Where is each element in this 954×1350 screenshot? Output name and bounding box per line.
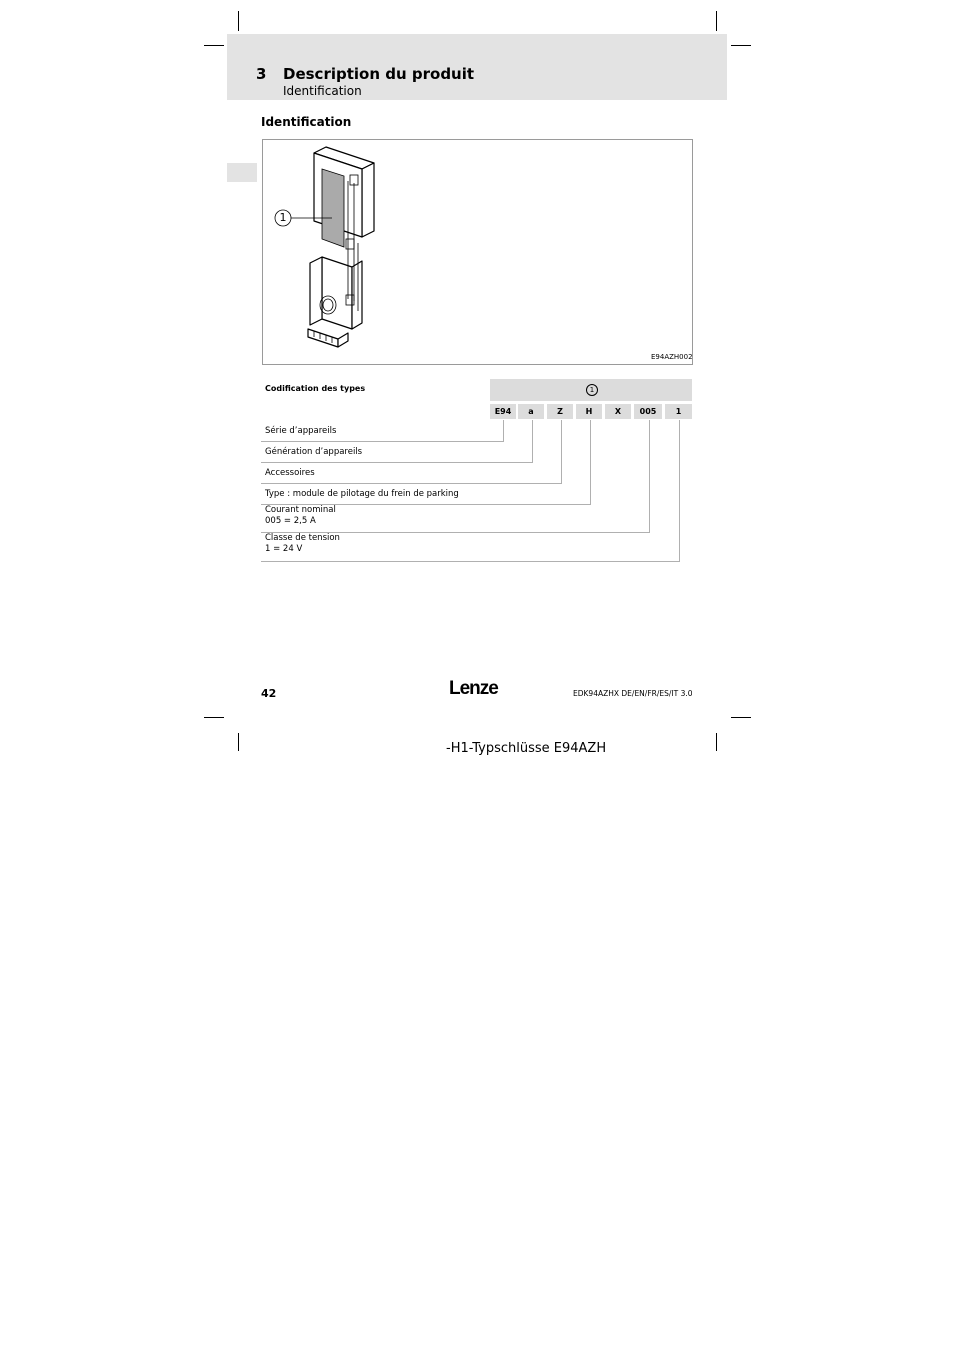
code-segment-x: X <box>605 404 631 419</box>
section-title: Identification <box>261 115 352 129</box>
header-marker-circled-one: 1 <box>586 384 598 396</box>
device-illustration <box>262 139 693 365</box>
row-label-series: Série d’appareils <box>265 426 337 436</box>
row-label-voltage-class-line1: Classe de tension <box>265 533 340 543</box>
row-label-rated-current-line2: 005 = 2,5 A <box>265 516 316 526</box>
type-code-title: Codification des types <box>265 384 366 393</box>
label-plate <box>322 169 344 247</box>
figure-callout-number: 1 <box>279 211 287 224</box>
crop-mark-bottom-left-h <box>204 717 224 718</box>
connector-line <box>561 420 562 483</box>
row-label-rated-current-line1: Courant nominal <box>265 505 336 515</box>
row-underline <box>261 561 680 562</box>
chapter-title: Description du produit <box>283 65 475 83</box>
code-segment-005: 005 <box>634 404 662 419</box>
row-label-voltage-class-line2: 1 = 24 V <box>265 544 303 554</box>
connector-line <box>503 420 504 441</box>
crop-mark-bottom-right-h <box>731 717 751 718</box>
crop-mark-top-right-v <box>716 11 717 31</box>
crop-mark-bottom-left-v <box>238 733 239 751</box>
crop-mark-top-left-v <box>238 11 239 31</box>
code-segment-e94: E94 <box>490 404 516 419</box>
side-tab-marker <box>227 163 257 182</box>
row-underline <box>261 462 533 463</box>
row-underline <box>261 441 504 442</box>
code-segment-z: Z <box>547 404 573 419</box>
code-segment-h: H <box>576 404 602 419</box>
crop-mark-top-right-h <box>731 45 751 46</box>
row-label-rated-current <box>265 505 336 527</box>
row-label-voltage-class <box>265 533 340 555</box>
connector-line <box>590 420 591 504</box>
connector-line <box>649 420 650 532</box>
document-code: EDK94AZHX DE/EN/FR/ES/IT 3.0 <box>573 689 693 698</box>
row-underline <box>261 483 562 484</box>
chapter-number: 3 <box>256 65 267 83</box>
connector-line <box>532 420 533 462</box>
code-segment-1: 1 <box>665 404 692 419</box>
page-number: 42 <box>261 687 277 700</box>
row-label-type: Type : module de pilotage du frein de parking <box>265 489 459 499</box>
connector-line <box>679 420 680 561</box>
figure-code: E94AZH002 <box>651 353 693 361</box>
crop-mark-top-left-h <box>204 45 224 46</box>
page-caption: -H1-Typschlüsse E94AZH <box>446 741 607 756</box>
crop-mark-bottom-right-v <box>716 733 717 751</box>
chapter-subtitle: Identification <box>283 84 362 98</box>
brand-logo: Lenze <box>449 678 498 699</box>
row-label-generation: Génération d’appareils <box>265 447 363 457</box>
row-label-accessories: Accessoires <box>265 468 315 478</box>
code-segment-a: a <box>518 404 544 419</box>
